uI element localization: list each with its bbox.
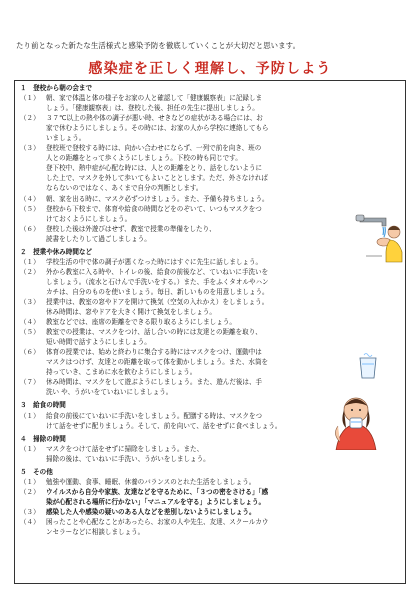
item-text: カチは、自分のものを使いましょう。毎日、新しいものを用意しましょう。 (46, 287, 269, 296)
item-number (20, 183, 46, 193)
item-text: ンセラーなどに相談しましょう。 (46, 528, 145, 537)
item-text: ３７℃以上の熱や体の調子が悪い時、せきなどの症状がある場合には、お (46, 114, 263, 123)
item-number: （４） (20, 318, 40, 327)
item-number: （２） (20, 114, 40, 123)
item-text: 学校生活の中で体の調子が悪くなった時にはすぐに先生に話しましょう。 (46, 257, 263, 266)
item-number: （６） (20, 224, 40, 233)
item-text: 登校から下校まで、体育や給食の時間などをのぞいて、いつもマスクをつ (46, 204, 262, 213)
item-number: （１） (20, 257, 40, 266)
item-number: （７） (20, 378, 40, 387)
item-number (20, 123, 46, 133)
item-number: （６） (20, 348, 40, 357)
item-number (20, 287, 46, 297)
list-item-line (20, 527, 404, 537)
item-number (20, 277, 46, 287)
list-item-line (20, 317, 404, 327)
list-item-line (20, 123, 404, 133)
item-text: 教室などでは、座席の距離をできる限り取るようにしましょう。 (46, 318, 236, 327)
list-item-line (20, 183, 404, 193)
item-number (20, 133, 46, 143)
item-number (20, 421, 46, 431)
title-wrap (0, 58, 420, 81)
item-number (20, 367, 46, 377)
item-number: （３） (20, 297, 40, 306)
item-number: （２） (20, 487, 40, 496)
item-number (20, 214, 46, 224)
item-text: 朝、家を出る時に、マスク必ずつけましょう。また、予備も持ちましょう。 (46, 194, 269, 203)
item-text: マスクをつけて話をせずに掃除をしましょう。また、 (46, 444, 204, 453)
section-heading: ５ その他 (20, 467, 53, 476)
item-text: けておくようにしましょう。 (46, 214, 132, 223)
item-text: 体育の授業では、始めと終わりに集合する時にはマスクをつけ、運動中は (46, 348, 262, 357)
item-text: 登校班で登校する時には、向かい合わせにならず、一列で前を向き、班の (46, 144, 262, 153)
item-text: 困ったことや心配なことがあったら、お家の人や先生、友達、スクールカウ (46, 517, 269, 526)
list-item-line (20, 93, 404, 103)
item-number: （１） (20, 411, 40, 420)
list-item-line (20, 224, 338, 234)
item-text: 染が心配される場所に行かない」「マニュアルを守る」ようにしましょう。 (46, 497, 266, 506)
list-item-line (20, 497, 404, 507)
item-text: ウイルスから自分や家族、友達などを守るために、「３つの密をさける」「感 (46, 487, 269, 496)
item-number: （４） (20, 194, 40, 203)
item-number (20, 163, 46, 173)
list-item-line (20, 173, 404, 183)
item-text: 登校した後は外遊びはせず、教室で授業の準備をしたり、 (46, 224, 216, 233)
item-number: （５） (20, 204, 40, 213)
item-number (20, 387, 46, 397)
item-number (20, 357, 46, 367)
item-number (20, 337, 46, 347)
list-item-line (20, 367, 404, 377)
item-text: しましょう。（流水と石けんで手洗いをする。）また、手をふくタオルやハン (46, 277, 269, 286)
intro-text: たり前となった新たな生活様式と感染予防を徹底していくことが大切だと思います。 (16, 41, 301, 50)
item-text: 人との距離をとって歩くようにしましょう。下校の時も同じです。 (46, 154, 242, 163)
section-heading: ２ 授業や休み時間など (20, 247, 93, 256)
gargling-child-illustration (324, 392, 390, 450)
item-text: いましょう。 (46, 134, 86, 143)
item-number (20, 234, 46, 244)
list-item-line (20, 421, 338, 431)
list-item-line (20, 267, 404, 277)
item-text: した上で、マスクを外して歩いてもよいこととします。ただ、外さなければ (46, 174, 268, 183)
list-item-line (20, 277, 404, 287)
item-text: 感染した人や感染の疑いのある人などを差別しないようにしましょう。 (46, 507, 256, 516)
item-number: （３） (20, 507, 40, 516)
item-text: 持っていき、こまめに水を飲むようにしましょう。 (46, 368, 197, 377)
list-item-line (20, 113, 404, 123)
item-number (20, 497, 46, 507)
item-text: 勉強や運動、食事、睡眠、休養のバランスのとれた生活をしましょう。 (46, 477, 256, 486)
list-item-line (20, 163, 404, 173)
list-item-line (20, 507, 404, 517)
item-number (20, 527, 46, 537)
item-text: 休み時間は、窓やドアを大きく開けて換気をしましょう。 (46, 308, 216, 317)
item-text: 登下校中、熱中症が心配な時には、人との距離をとり、話をしないように (46, 164, 263, 173)
list-item-line (20, 337, 404, 347)
item-text: 読書をしたりして過ごしましょう。 (46, 234, 151, 243)
item-text: 休み時間は、マスクをして遊ぶようにしましょう。また、遊んだ後は、手 (46, 378, 263, 387)
list-item-line (20, 257, 404, 267)
item-number (20, 307, 46, 317)
list-item-line (20, 517, 404, 527)
page-title: 感染症を正しく理解し、予防しよう (88, 58, 331, 81)
list-item-line (20, 357, 404, 367)
list-item-line (20, 133, 404, 143)
list-item-line (20, 297, 404, 307)
section-heading: ４ 掃除の時間 (20, 434, 66, 443)
item-number (20, 454, 46, 464)
guideline-content (20, 83, 404, 537)
list-item-line (20, 214, 404, 224)
item-number: （１） (20, 94, 40, 103)
list-item-line (20, 153, 404, 163)
item-text: 家で休むようにしましょう。その時には、お家の人から学校に連絡してもら (46, 124, 269, 133)
list-item-line (20, 287, 404, 297)
item-text: 給食の前後にていねいに手洗いをしましょう。配膳する時は、マスクをつ (46, 411, 263, 420)
item-number: （４） (20, 517, 40, 526)
section-heading: ３ 給食の時間 (20, 401, 66, 410)
list-item-line (20, 234, 338, 244)
item-number: （１） (20, 477, 40, 486)
item-text: ならないのではなく、あくまで自分の判断とします。 (46, 184, 203, 193)
list-item-line (20, 377, 338, 387)
cup-illustration (356, 352, 380, 382)
list-item-line (20, 307, 404, 317)
list-item-line (20, 387, 338, 397)
item-text: 朝、家で体温と体の様子をお家の人と確認して「健康観察表」に記録しま (46, 94, 263, 103)
list-item-line (20, 143, 404, 153)
item-text: けて話をせずに配りましょう。そして、前を向いて、話をせずに食べましょう。 (46, 421, 282, 430)
section-heading: １ 登校から朝の会まで (20, 84, 93, 92)
item-number: （２） (20, 267, 40, 276)
list-item-line (20, 103, 404, 113)
item-text: 洗い や、うがいをていねいにしましょう。 (46, 388, 173, 397)
list-item-line (20, 487, 404, 497)
item-number (20, 173, 46, 183)
list-item-line (20, 411, 338, 421)
list-item-line (20, 194, 404, 204)
item-number: （５） (20, 328, 40, 337)
item-number: （３） (20, 144, 40, 153)
item-number: （１） (20, 444, 40, 453)
item-text: しょう。「健康観察表」は、登校した後、担任の先生に提出しましょう。 (46, 104, 259, 113)
item-number (20, 103, 46, 113)
item-number (20, 153, 46, 163)
item-text: マスクはつけず、友達との距離を取って体を動かしましょう。また、水筒を (46, 358, 269, 367)
item-text: 短い時間で話すようにしましょう。 (46, 338, 151, 347)
handwashing-illustration (354, 212, 406, 264)
item-text: 教室での授業は、マスクをつけ、話し合いの時には友達との距離を取り、 (46, 328, 262, 337)
item-text: 掃除の後は、ていねいに手洗い、うがいをしましょう。 (46, 454, 210, 463)
list-item-line (20, 454, 320, 464)
list-item-line (20, 477, 404, 487)
list-item-line (20, 327, 404, 337)
item-text: 外から教室に入る時や、トイレの後、給食の前後など、ていねいに手洗いを (46, 267, 269, 276)
list-item-line (20, 204, 404, 214)
list-item-line (20, 444, 320, 454)
list-item-line (20, 347, 404, 357)
item-text: 授業中は、教室の窓やドアを開けて換気（空気の入れかえ）をしましょう。 (46, 297, 269, 306)
